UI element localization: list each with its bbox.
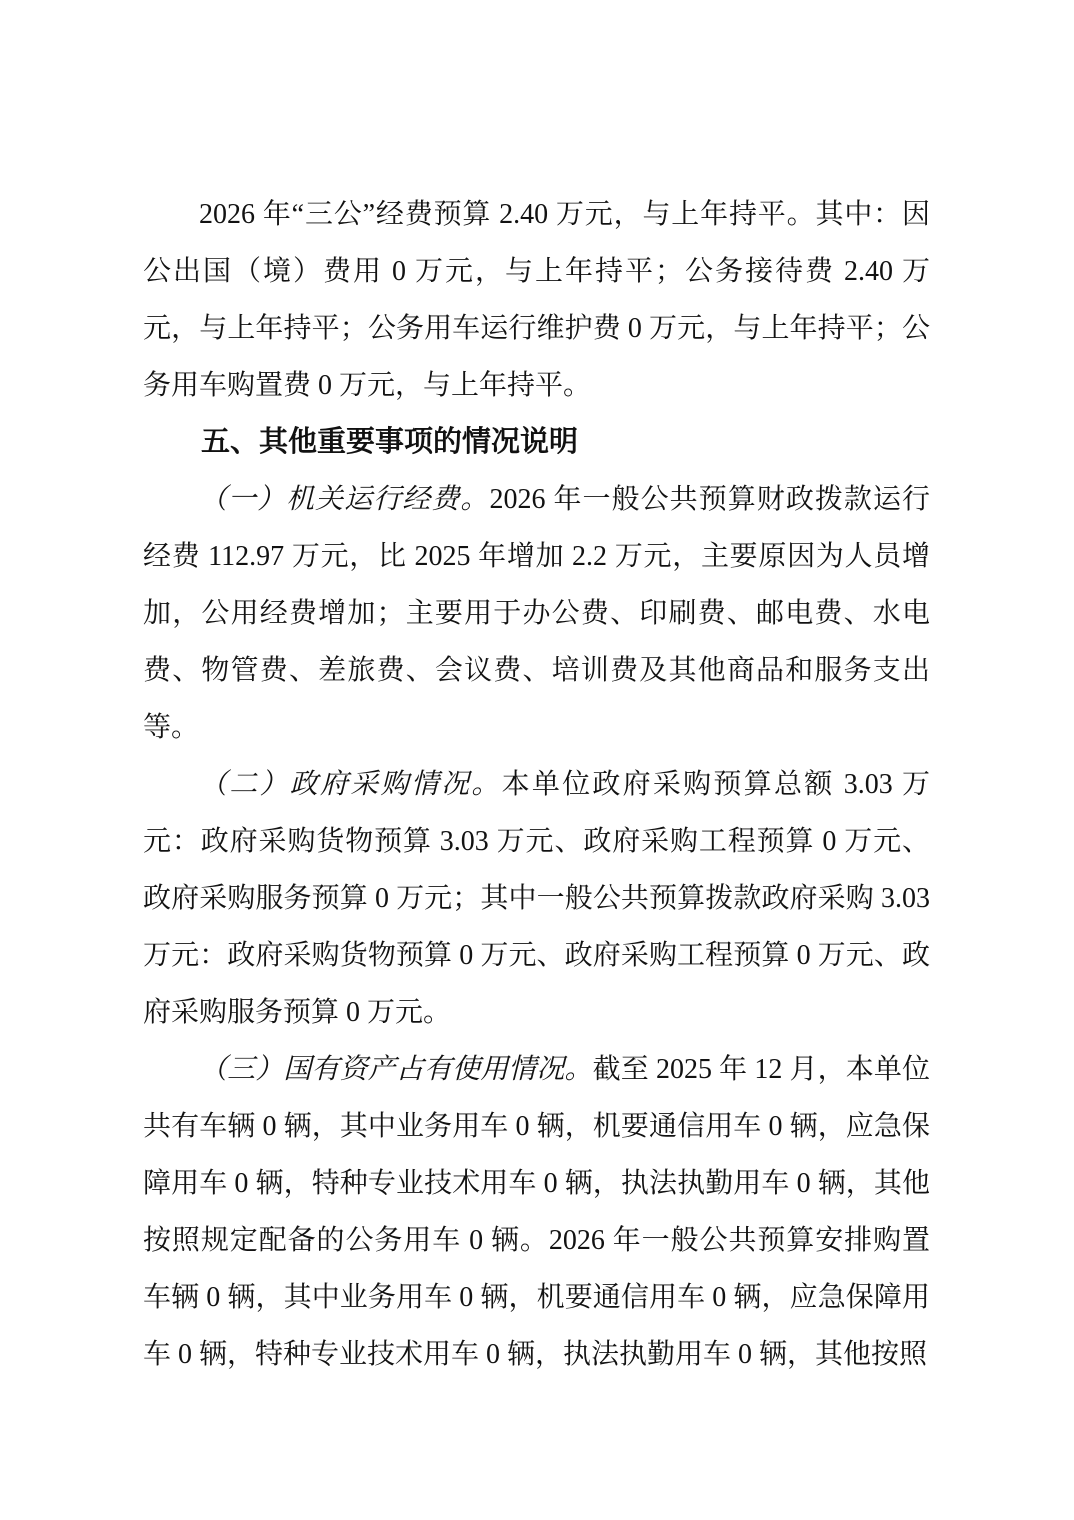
paragraph-government-procurement: [143, 756, 930, 1041]
paragraph-text: 2026 年“三公”经费预算 2.40 万元，与上年持平。其中：因公出国（境）费用 0 万元，与上年持平；公务接待费 2.40 万元，与上年持平；公务用车运行维护费 0 万元，与上年持平；公务用车购置费 0 万元，与上年持平。: [143, 199, 930, 401]
paragraph-text: 2026 年一般公共预算财政拨款运行经费 112.97 万元，比 2025 年增加 2.2 万元，主要原因为人员增加，公用经费增加；主要用于办公费、印刷费、邮电费、水电费、物管费、差旅费、会议费、培训费及其他商品和服务支出等。: [143, 484, 930, 743]
paragraph-state-owned-assets: [143, 1041, 930, 1383]
paragraph-text: 本单位政府采购预算总额 3.03 万元：政府采购货物预算 3.03 万元、政府采购工程预算 0 万元、政府采购服务预算 0 万元；其中一般公共预算拨款政府采购 3.03 万元：政府采购货物预算 0 万元、政府采购工程预算 0 万元、政府采购服务预算 0 万元。: [143, 769, 930, 1028]
paragraph-lead-state-owned-assets: （三）国有资产占有使用情况。: [199, 1054, 593, 1085]
paragraph-agency-operating-expenses: [143, 471, 930, 756]
paragraph-sangong-expense-budget: [143, 186, 930, 414]
paragraph-lead-government-procurement: （二）政府采购情况。: [199, 769, 502, 800]
section-heading-other-important-matters: 五、其他重要事项的情况说明: [201, 426, 579, 458]
paragraph-lead-agency-operating-expenses: （一）机关运行经费。: [199, 484, 490, 515]
paragraph-text: 截至 2025 年 12 月，本单位共有车辆 0 辆，其中业务用车 0 辆，机要通信用车 0 辆，应急保障用车 0 辆，特种专业技术用车 0 辆，执法执勤用车 0 辆，其他按照规定配备的公务用车 0 辆。2026 年一般公共预算安排购置车辆 0 辆，其中业务用车 0 辆，机要通信用车 0 辆，应急保障用车 0 辆，特种专业技术用车 0 辆，执法执勤用车 0 辆，其他按照: [143, 1054, 930, 1370]
